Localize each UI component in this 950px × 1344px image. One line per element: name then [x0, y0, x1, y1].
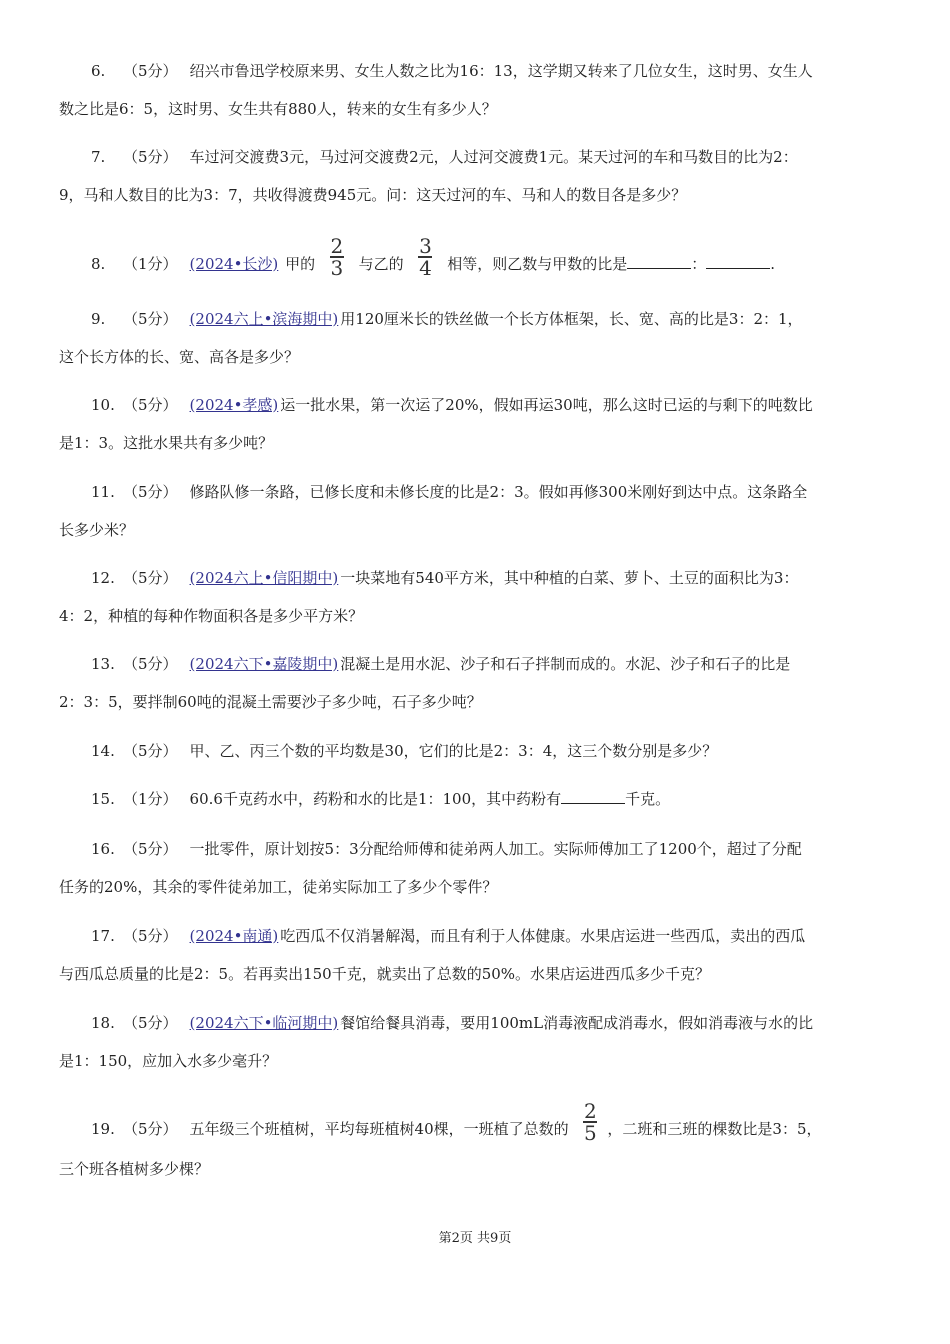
question-number: 6. — [91, 62, 106, 80]
question-text-cont: 长多少米？ — [59, 521, 135, 539]
fraction-denominator: 3 — [330, 256, 344, 280]
question-text: 相等，则乙数与甲数的比是 — [447, 255, 628, 273]
question-number: 7. — [91, 148, 106, 166]
question-score: （5分） — [123, 840, 178, 858]
question-text: 餐馆给餐具消毒，要用100mL消毒液配成消毒水，假如消毒液与水的比 — [340, 1014, 814, 1032]
question-number: 12. — [91, 569, 115, 587]
question-number: 14. — [91, 742, 115, 760]
question-number: 18. — [91, 1014, 115, 1032]
question-10 — [59, 386, 891, 462]
question-number: 11. — [91, 483, 115, 501]
question-number: 8. — [91, 255, 106, 273]
question-text-cont: 三个班各植树多少棵？ — [59, 1160, 210, 1178]
question-text: 甲的 — [285, 255, 316, 273]
question-text-cont: 任务的20%，其余的零件徒弟加工，徒弟实际加工了多少个零件？ — [59, 878, 498, 896]
fraction — [418, 234, 432, 280]
source-link[interactable]: (2024•南通) — [189, 927, 279, 945]
question-19 — [59, 1099, 891, 1188]
question-score: （5分） — [123, 655, 178, 673]
question-text-cont: 9，马和人数目的比为3：7，共收得渡费945元。问：这天过河的车、马和人的数目各是多少？ — [59, 186, 687, 204]
answer-blank[interactable] — [627, 254, 691, 269]
source-link[interactable]: (2024•长沙) — [189, 255, 279, 273]
question-number: 13. — [91, 655, 115, 673]
question-score: （5分） — [123, 1120, 178, 1138]
question-text: 车过河交渡费3元，马过河交渡费2元，人过河交渡费1元。某天过河的车和马数目的比为2： — [189, 148, 798, 166]
question-score: （5分） — [123, 483, 178, 501]
question-text: 五年级三个班植树，平均每班植树40棵，一班植了总数的 — [189, 1120, 569, 1138]
question-8 — [59, 234, 891, 285]
fraction-numerator: 2 — [584, 1099, 597, 1123]
page-footer: 第2页 共9页 — [438, 1231, 512, 1246]
question-18 — [59, 1004, 891, 1080]
question-number: 16. — [91, 840, 115, 858]
question-9 — [59, 300, 891, 376]
question-score: （5分） — [123, 62, 178, 80]
question-text-cont: 与西瓜总质量的比是2：5。若再卖出150千克，就卖出了总数的50%。水果店运进西瓜多少千克？ — [59, 965, 711, 983]
answer-blank[interactable] — [706, 254, 770, 269]
question-score: （1分） — [123, 255, 178, 273]
question-text: 60.6千克药水中，药粉和水的比是1：100，其中药粉有 — [189, 790, 562, 808]
question-17 — [59, 917, 891, 993]
question-number: 19. — [91, 1120, 115, 1138]
source-link[interactable]: (2024六下•临河期中) — [189, 1014, 339, 1032]
question-score: （5分） — [123, 310, 178, 328]
question-13 — [59, 645, 891, 721]
answer-blank[interactable] — [561, 789, 625, 804]
question-number: 15. — [91, 790, 115, 808]
question-text: 用120厘米长的铁丝做一个长方体框架，长、宽、高的比是3：2：1， — [340, 310, 803, 328]
question-score: （5分） — [123, 396, 178, 414]
fraction-denominator: 4 — [419, 256, 432, 280]
question-text: . — [770, 255, 776, 273]
question-16 — [59, 830, 891, 906]
question-score: （5分） — [123, 569, 178, 587]
question-number: 17. — [91, 927, 115, 945]
fraction-numerator: 2 — [330, 234, 344, 258]
fraction — [330, 234, 344, 280]
question-number: 10. — [91, 396, 115, 414]
question-11 — [59, 473, 891, 549]
fraction-numerator: 3 — [419, 234, 432, 258]
question-7 — [59, 138, 891, 214]
question-text: 千克。 — [625, 790, 671, 808]
question-text: 甲、乙、丙三个数的平均数是30，它们的比是2：3：4，这三个数分别是多少？ — [189, 742, 718, 760]
question-text-cont: 数之比是6：5，这时男、女生共有880人，转来的女生有多少人？ — [59, 100, 497, 118]
fraction-denominator: 5 — [584, 1121, 597, 1145]
question-number: 9. — [91, 310, 106, 328]
question-text: ，二班和三班的棵数比是3：5， — [607, 1120, 822, 1138]
question-14 — [59, 732, 891, 770]
question-6 — [59, 52, 891, 128]
question-score: （5分） — [123, 148, 178, 166]
question-text: 吃西瓜不仅消暑解渴，而且有利于人体健康。水果店运进一些西瓜，卖出的西瓜 — [280, 927, 806, 945]
question-12 — [59, 559, 891, 635]
question-text: 与乙的 — [358, 255, 404, 273]
question-text: 一批零件，原计划按5：3分配给师傅和徒弟两人加工。实际师傅加工了1200个，超过了分配 — [189, 840, 802, 858]
question-text-cont: 4：2，种植的每种作物面积各是多少平方米？ — [59, 607, 364, 625]
question-text: ： — [691, 255, 707, 273]
question-text-cont: 这个长方体的长、宽、高各是多少？ — [59, 348, 300, 366]
source-link[interactable]: (2024六下•嘉陵期中) — [189, 655, 339, 673]
question-score: （1分） — [123, 790, 178, 808]
question-text-cont: 2：3：5，要拌制60吨的混凝土需要沙子多少吨，石子多少吨？ — [59, 693, 482, 711]
question-text-cont: 是1：3。这批水果共有多少吨？ — [59, 434, 274, 452]
question-text: 绍兴市鲁迅学校原来男、女生人数之比为16：13，这学期又转来了几位女生，这时男、女生人 — [189, 62, 813, 80]
question-score: （5分） — [123, 742, 178, 760]
question-text: 运一批水果，第一次运了20%，假如再运30吨，那么这时已运的与剩下的吨数比 — [280, 396, 813, 414]
question-text: 一块菜地有540平方米，其中种植的白菜、萝卜、土豆的面积比为3： — [340, 569, 799, 587]
question-text-cont: 是1：150，应加入水多少毫升？ — [59, 1052, 278, 1070]
source-link[interactable]: (2024六上•信阳期中) — [189, 569, 339, 587]
question-score: （5分） — [123, 1014, 178, 1032]
source-link[interactable]: (2024•孝感) — [189, 396, 279, 414]
question-text: 修路队修一条路，已修长度和未修长度的比是2：3。假如再修300米刚好到达中点。这条路全 — [189, 483, 808, 501]
fraction — [583, 1099, 597, 1145]
question-15 — [59, 780, 891, 818]
question-text: 混凝土是用水泥、沙子和石子拌制而成的。水泥、沙子和石子的比是 — [340, 655, 791, 673]
source-link[interactable]: (2024六上•滨海期中) — [189, 310, 339, 328]
question-score: （5分） — [123, 927, 178, 945]
